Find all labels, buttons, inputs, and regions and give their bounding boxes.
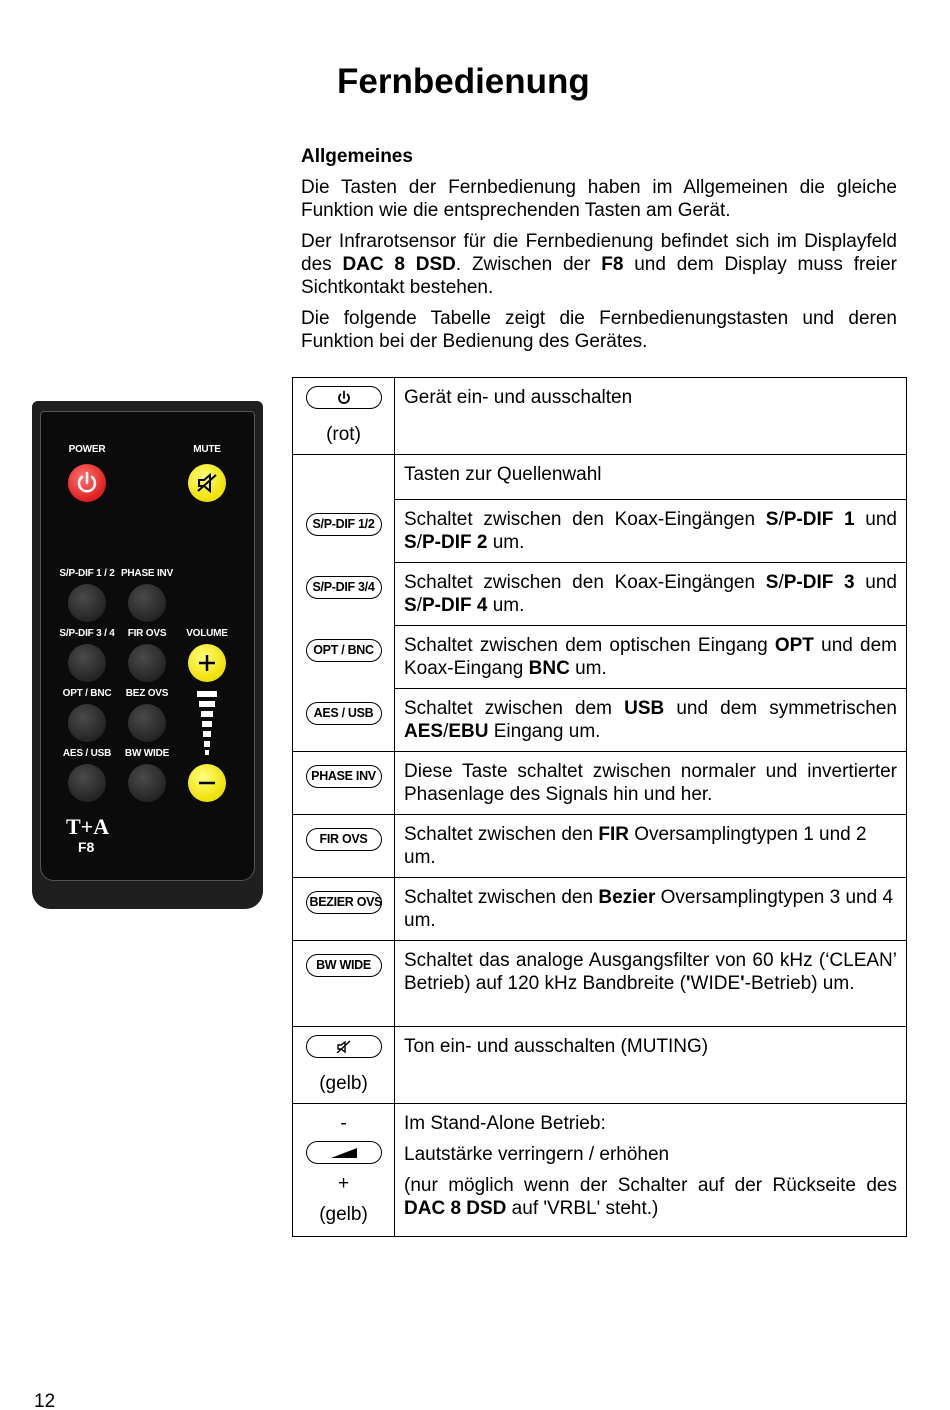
remote-volume-up-button — [188, 644, 226, 682]
key-color-note: (rot) — [326, 423, 361, 445]
remote-label-opt-bnc: OPT / BNC — [62, 688, 112, 699]
remote-label-aes-usb: AES / USB — [62, 748, 112, 759]
remote-bez-ovs-button — [128, 704, 166, 742]
description-cell: Gerät ein- und ausschalten — [395, 378, 907, 455]
key-cell — [293, 563, 395, 626]
remote-label-spdif34: S/P-DIF 3 / 4 — [59, 628, 115, 639]
description-cell: Schaltet zwischen dem optischen Eingang OPT und dem Koax-Eingang BNC um. — [395, 626, 907, 689]
table-row — [293, 1104, 907, 1237]
power-icon — [335, 389, 353, 407]
plus-icon — [188, 644, 226, 682]
remote-aes-usb-button — [68, 764, 106, 802]
remote-label-phase-inv: PHASE INV — [120, 568, 174, 579]
description-cell: Schaltet zwischen den Bezier Oversamplingtypen 3 und 4 um. — [395, 878, 907, 941]
volume-plus-label: + — [337, 1172, 350, 1194]
table-row — [293, 1027, 907, 1104]
remote-label-mute: MUTE — [193, 444, 221, 455]
key-cell — [293, 689, 395, 752]
table-row — [293, 378, 907, 455]
bw-wide-key: BW WIDE — [306, 954, 382, 977]
table-row — [293, 941, 907, 1027]
remote-bw-wide-button — [128, 764, 166, 802]
page-title: Fernbedienung — [337, 62, 590, 101]
remote-label-volume: VOLUME — [186, 628, 228, 639]
aes-usb-key: AES / USB — [306, 702, 382, 725]
description-cell: Schaltet zwischen den Koax-Eingängen S/P-DIF 1 und S/P-DIF 2 um. — [395, 500, 907, 563]
description-cell: Schaltet das analoge Ausgangsfilter von 60 kHz (‘CLEAN’ Betrieb) auf 120 kHz Bandbreite ('WIDE'-Betrieb) um. — [395, 941, 907, 1027]
key-cell — [293, 1104, 395, 1237]
description-cell: Im Stand-Alone Betrieb: Lautstärke verringern / erhöhen (nur möglich wenn der Schalter auf der Rückseite des DAC 8 DSD auf 'VRBL' steht.) — [395, 1104, 907, 1237]
section-heading: Allgemeines — [301, 146, 413, 167]
intro-paragraph-2: Der Infrarotsensor für die Fernbedienung befindet sich im Displayfeld des DAC 8 DSD. Zwischen der F8 und dem Display muss freier Sichtkontakt bestehen. — [301, 231, 898, 298]
table-row — [293, 455, 907, 500]
minus-icon — [188, 764, 226, 802]
volume-wedge-icon — [329, 1146, 359, 1160]
mute-icon — [335, 1038, 353, 1056]
volume-ramp-icon — [195, 690, 219, 756]
remote-volume-down-button — [188, 764, 226, 802]
description-cell: Schaltet zwischen dem USB und dem symmetrischen AES/EBU Eingang um. — [395, 689, 907, 752]
table-row — [293, 563, 907, 626]
remote-opt-bnc-button — [68, 704, 106, 742]
key-cell — [293, 752, 395, 815]
remote-label-power: POWER — [68, 444, 106, 455]
key-cell — [293, 878, 395, 941]
remote-label-bw-wide: BW WIDE — [124, 748, 170, 759]
opt-bnc-key: OPT / BNC — [306, 639, 382, 662]
power-icon — [68, 464, 106, 502]
remote-function-table — [292, 377, 907, 1237]
remote-label-bez-ovs: BEZ OVS — [125, 688, 169, 699]
intro-section — [301, 145, 897, 361]
key-cell — [293, 378, 395, 455]
key-cell — [293, 455, 395, 500]
description-cell: Tasten zur Quellenwahl — [395, 455, 907, 500]
remote-brand-logo: T+A — [66, 814, 110, 839]
key-cell — [293, 626, 395, 689]
remote-phase-inv-button — [128, 584, 166, 622]
key-cell — [293, 1027, 395, 1104]
remote-control-image — [32, 401, 263, 909]
volume-key — [306, 1141, 382, 1164]
spdif34-key: S/P-DIF 3/4 — [306, 576, 382, 599]
power-key — [306, 386, 382, 409]
table-row — [293, 878, 907, 941]
remote-model-label: F8 — [78, 839, 95, 855]
remote-spdif12-button — [68, 584, 106, 622]
spdif12-key: S/P-DIF 1/2 — [306, 513, 382, 536]
remote-power-button — [68, 464, 106, 502]
remote-mute-button — [188, 464, 226, 502]
phase-inv-key: PHASE INV — [306, 765, 382, 788]
description-cell: Schaltet zwischen den FIR Oversamplingtypen 1 und 2 um. — [395, 815, 907, 878]
volume-minus-label: - — [340, 1113, 347, 1134]
key-cell — [293, 815, 395, 878]
table-row — [293, 752, 907, 815]
table-row — [293, 689, 907, 752]
remote-label-fir-ovs: FIR OVS — [127, 628, 167, 639]
page-number: 12 — [34, 1391, 56, 1410]
intro-paragraph-3: Die folgende Tabelle zeigt die Fernbedienungstasten und deren Funktion bei der Bedienung des Gerätes. — [301, 308, 897, 352]
remote-label-spdif12: S/P-DIF 1 / 2 — [59, 568, 115, 579]
mute-key — [306, 1035, 382, 1058]
key-cell — [293, 941, 395, 1027]
bezier-ovs-key: BEZIER OVS — [306, 891, 382, 914]
key-color-note: (gelb) — [319, 1203, 368, 1225]
table-row — [293, 815, 907, 878]
key-color-note: (gelb) — [319, 1072, 368, 1094]
description-cell: Diese Taste schaltet zwischen normaler und invertierter Phasenlage des Signals hin und her. — [395, 752, 907, 815]
intro-paragraph-1: Die Tasten der Fernbedienung haben im Allgemeinen die gleiche Funktion wie die entsprechenden Tasten am Gerät. — [301, 177, 897, 221]
mute-icon — [188, 464, 226, 502]
key-cell — [293, 500, 395, 563]
description-cell: Ton ein- und ausschalten (MUTING) — [395, 1027, 907, 1104]
table-row — [293, 500, 907, 563]
table-row — [293, 626, 907, 689]
description-cell: Schaltet zwischen den Koax-Eingängen S/P-DIF 3 und S/P-DIF 4 um. — [395, 563, 907, 626]
remote-face — [40, 411, 255, 881]
fir-ovs-key: FIR OVS — [306, 828, 382, 851]
remote-spdif34-button — [68, 644, 106, 682]
remote-fir-ovs-button — [128, 644, 166, 682]
